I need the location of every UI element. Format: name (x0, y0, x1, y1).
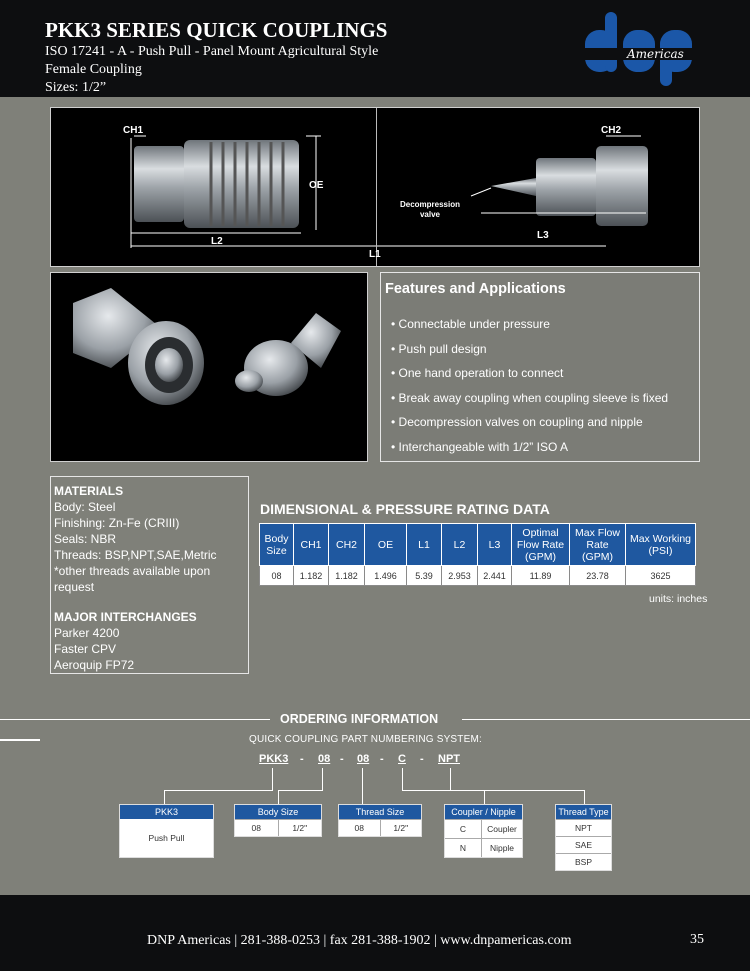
header-ch1: CH1 (294, 524, 329, 566)
connector-line (164, 790, 273, 791)
body-size-code: 08 (251, 823, 261, 833)
header-l1: L1 (407, 524, 442, 566)
body-size-box-title: Body Size (235, 805, 321, 819)
coupler-label: Coupler (481, 820, 522, 838)
part-segment-coupler-nipple: C (398, 753, 406, 765)
connector-line (484, 790, 485, 804)
table-row (260, 566, 696, 586)
material-line: Finishing: Zn-Fe (CRIII) (54, 516, 180, 530)
ordering-box-thread-size (338, 804, 422, 837)
nipple-code: N (459, 843, 467, 853)
dimension-drawing (50, 107, 700, 267)
product-photo (50, 272, 368, 462)
header-oe: OE (365, 524, 407, 566)
part-dash: - (340, 753, 344, 765)
thread-size-value: 1/2" (380, 820, 422, 836)
ordering-rule-short (0, 739, 40, 741)
page-number: 35 (690, 932, 704, 947)
table-header-row (260, 524, 696, 566)
cell-max-working: 3625 (626, 566, 696, 586)
connector-line (402, 768, 403, 790)
ordering-box-thread-type (555, 804, 612, 871)
label-l2: L2 (211, 236, 223, 247)
part-dash: - (300, 753, 304, 765)
thread-size-code: 08 (354, 823, 364, 833)
interchange-line: Aeroquip FP72 (54, 658, 135, 672)
ordering-title: ORDERING INFORMATION (280, 712, 439, 726)
part-segment-series: PKK3 (259, 753, 289, 765)
feature-item: • Break away coupling when coupling sleeve is fixed (391, 390, 669, 405)
coupler-row (445, 819, 522, 838)
subtitle-standard: ISO 17241 - A - Push Pull - Panel Mount Agricultural Style (45, 44, 379, 59)
page-header (0, 0, 750, 97)
features-title: Features and Applications (385, 281, 566, 297)
part-dash: - (380, 753, 384, 765)
cell-ch2: 1.182 (329, 566, 365, 586)
header-l2: L2 (442, 524, 478, 566)
cell-oe: 1.496 (365, 566, 407, 586)
connector-line (272, 768, 273, 790)
page-title: PKK3 SERIES QUICK COUPLINGS (45, 18, 388, 42)
materials-panel (50, 476, 249, 674)
header-optimal-flow: Optimal Flow Rate (GPM) (512, 524, 570, 566)
footer-contact: DNP Americas | 281-388-0253 | fax 281-388-1902 | www.dnpamericas.com (147, 933, 572, 948)
cell-l3: 2.441 (478, 566, 512, 586)
header-l3: L3 (478, 524, 512, 566)
coupler-code: C (459, 824, 467, 834)
feature-item: • Push pull design (391, 341, 487, 356)
material-line: Threads: BSP,NPT,SAE,Metric (54, 548, 217, 562)
part-dash: - (420, 753, 424, 765)
features-list (391, 317, 668, 464)
thread-size-box-title: Thread Size (339, 805, 421, 819)
cell-body-size: 08 (260, 566, 294, 586)
material-line: Seals: NBR (54, 532, 117, 546)
connector-line (278, 790, 279, 804)
ordering-box-coupler-nipple (444, 804, 523, 858)
dnp-americas-logo (585, 8, 695, 88)
label-l1: L1 (369, 249, 381, 260)
materials-title: MATERIALS (54, 484, 124, 498)
cell-ch1: 1.182 (294, 566, 329, 586)
header-max-flow: Max Flow Rate (GPM) (570, 524, 626, 566)
subtitle-type: Female Coupling (45, 62, 142, 77)
cell-l1: 5.39 (407, 566, 442, 586)
connector-line (278, 790, 323, 791)
subtitle-sizes: Sizes: 1/2” (45, 80, 107, 95)
label-decompression-valve: Decompression valve (399, 200, 461, 219)
material-line: *other threads available upon request (54, 564, 211, 594)
connector-line (450, 768, 451, 790)
body-size-value: 1/2" (278, 820, 322, 836)
cell-l2: 2.953 (442, 566, 478, 586)
page-footer (0, 895, 750, 971)
photo-divider (376, 108, 377, 266)
ordering-rule-right (462, 719, 750, 720)
connector-line (322, 768, 323, 790)
label-l3: L3 (537, 230, 549, 241)
cell-max-flow: 23.78 (570, 566, 626, 586)
header-ch2: CH2 (329, 524, 365, 566)
material-line: Body: Steel (54, 500, 116, 514)
nipple-row (445, 838, 522, 857)
ordering-subtitle: QUICK COUPLING PART NUMBERING SYSTEM: (249, 734, 482, 745)
coupling-and-nipple-photo (51, 273, 369, 463)
interchange-line: Parker 4200 (54, 626, 120, 640)
connector-line (164, 790, 165, 804)
feature-item: • Interchangeable with 1/2” ISO A (391, 439, 568, 454)
dimensional-table (259, 523, 696, 586)
thread-size-row (339, 819, 421, 836)
thread-type-row (556, 853, 611, 870)
connector-line (584, 790, 585, 804)
part-segment-body-size: 08 (318, 753, 331, 765)
cell-optimal-flow: 11.89 (512, 566, 570, 586)
feature-item: • Connectable under pressure (391, 317, 550, 331)
nipple-label: Nipple (481, 839, 522, 857)
logo-text: Americas (627, 47, 684, 61)
ordering-rule-left (0, 719, 270, 720)
interchange-line: Faster CPV (54, 642, 117, 656)
units-note: units: inches (649, 593, 708, 605)
body-size-row (235, 819, 321, 836)
features-panel (380, 272, 700, 462)
feature-item: • Decompression valves on coupling and nipple (391, 415, 643, 429)
ordering-box-body-size (234, 804, 322, 837)
thread-type-box-title: Thread Type (556, 805, 611, 819)
series-box-title: PKK3 (120, 805, 213, 819)
thread-type-npt: NPT (575, 823, 592, 833)
thread-type-sae: SAE (574, 840, 592, 850)
dimensional-title: DIMENSIONAL & PRESSURE RATING DATA (260, 501, 550, 517)
feature-item: • One hand operation to connect (391, 366, 564, 380)
ordering-box-series (119, 804, 214, 858)
thread-type-row (556, 836, 611, 853)
part-segment-thread-size: 08 (357, 753, 370, 765)
thread-type-row (556, 819, 611, 836)
part-segment-thread-type: NPT (438, 753, 460, 765)
header-body-size: Body Size (260, 524, 294, 566)
coupler-nipple-box-title: Coupler / Nipple (445, 805, 522, 819)
series-box-value: Push Pull (120, 819, 213, 857)
connector-line (450, 790, 584, 791)
header-max-working: Max Working (PSI) (626, 524, 696, 566)
label-oe: OE (309, 180, 324, 191)
label-ch1: CH1 (123, 125, 144, 136)
label-ch2: CH2 (601, 125, 622, 136)
interchanges-title: MAJOR INTERCHANGES (54, 610, 197, 624)
thread-type-bsp: BSP (574, 857, 592, 867)
connector-line (362, 768, 363, 804)
